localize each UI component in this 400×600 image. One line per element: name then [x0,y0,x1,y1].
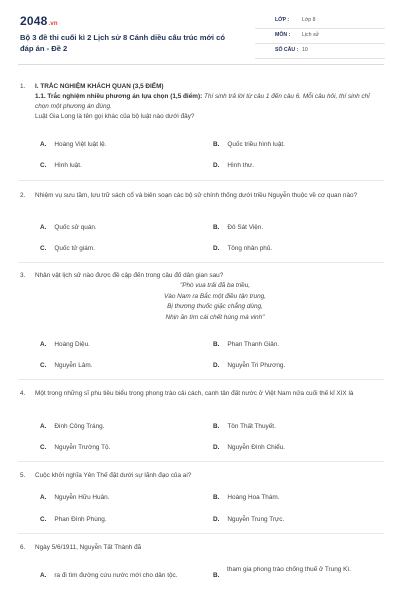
question-number: 4. [20,390,26,397]
option-c[interactable] [40,361,92,371]
option-b[interactable] [213,340,279,350]
question-2-options-2 [20,244,385,258]
logo-suffix-text: .vn [48,21,58,27]
question-divider [18,379,384,380]
option-text: Hình thư. [227,162,255,169]
option-letter: A. [40,341,47,348]
option-letter: A. [40,494,47,501]
option-text: Tông nhân phủ. [227,245,273,252]
question-number: 5. [20,472,26,479]
site-logo[interactable] [20,14,58,28]
header-divider [18,64,384,65]
question-6 [20,543,385,553]
option-text: Nguyễn Lâm. [54,362,93,369]
question-4-options [20,422,385,436]
option-letter: A. [40,572,47,579]
option-text: Phan Đình Phùng. [54,516,107,523]
question-number: 6. [20,544,26,551]
option-a[interactable] [40,340,90,350]
option-text: Hoàng Hoa Thám. [227,494,280,501]
option-b[interactable] [213,140,285,150]
question-1-options [20,140,385,154]
question-3-options-2 [20,361,385,375]
poem-line: Bị thương thuốc giặc chẳng dùng, [167,303,263,310]
option-letter: C. [40,444,47,451]
option-letter: B. [213,224,220,231]
option-letter: A. [40,423,47,430]
option-text: Hình luật. [54,162,82,169]
option-letter: B. [213,494,220,501]
option-c[interactable] [40,443,110,453]
question-text: Một trong những sĩ phu tiêu biểu trong phong trào cải cách, canh tân đất nước ở Việt Nam nửa cuối thế kỉ XIX là [35,390,354,397]
option-text: Quốc sử quán. [54,224,97,231]
option-d[interactable] [213,515,284,525]
option-letter: C. [40,245,47,252]
option-a[interactable] [40,422,105,432]
option-letter: C. [40,362,47,369]
option-letter: C. [40,516,47,523]
folk-riddle [35,281,385,323]
option-b[interactable] [213,493,280,503]
option-text: Nguyễn Đình Chiểu. [227,444,285,451]
question-5 [20,471,385,481]
section-heading: I. TRẮC NGHIỆM KHÁCH QUAN (3,5 ĐIỂM) [35,83,164,90]
question-divider [18,533,384,534]
option-c[interactable] [40,244,95,254]
option-letter: B. [213,341,220,348]
question-divider [18,461,384,462]
option-text: Đinh Công Tráng. [54,423,105,430]
question-4-options-2 [20,443,385,457]
option-text: tham gia phong trào chống thuế ở Trung Kì. [227,566,351,573]
option-a[interactable] [40,571,210,581]
option-b[interactable] [213,223,263,233]
question-number: 1. [20,83,26,90]
option-letter: C. [40,162,47,169]
option-text: Nguyễn Trường Tộ. [54,444,111,451]
option-letter: B. [213,141,220,148]
option-text: Phan Thanh Giản. [227,341,280,348]
option-b[interactable] [213,422,276,432]
option-text: Nguyễn Trung Trực. [227,516,285,523]
option-text: Quốc triều hình luật. [227,141,285,148]
poem-line: "Phò vua trải đã ba triều, [179,282,251,289]
option-letter: D. [213,516,220,523]
option-c[interactable] [40,515,107,525]
question-4 [20,389,385,399]
option-text: Nguyễn Tri Phương. [227,362,286,369]
section-instruction [35,92,385,112]
option-text: Nguyễn Hữu Huân. [54,494,110,501]
question-3-options [20,340,385,354]
option-letter: D. [213,362,220,369]
question-text: Cuộc khởi nghĩa Yên Thế đặt dưới sự lãnh đạo của ai? [35,472,192,479]
option-letter: A. [40,141,47,148]
logo-main-text: 2048 [20,14,48,28]
question-2 [20,191,385,201]
poem-line: Nhịn ăn tìm cái chết hùng mà vinh" [165,313,265,321]
meta-key: SỐ CÂU : [275,47,299,53]
meta-value: 10 [302,47,308,53]
option-d[interactable] [213,244,272,254]
meta-row-class [255,14,385,29]
question-divider [18,262,384,263]
question-text: Ngày 5/6/1911, Nguyễn Tất Thành đã [35,544,142,551]
meta-value: Lịch sử [302,32,320,38]
question-1 [20,82,385,122]
question-text: Nhiệm vụ sưu tầm, lưu trữ sách cổ và biên soạn các bộ sử chính thống dưới triều Nguyễn thuộc về cơ quan nào? [35,192,358,199]
meta-row-subject [255,29,385,44]
exam-meta-table [255,14,385,59]
meta-key: MÔN : [275,32,291,38]
option-text: ra đi tìm đường cứu nước mới cho dân tộc. [54,572,178,579]
option-a[interactable] [40,140,107,150]
option-c[interactable] [40,161,82,171]
option-letter: A. [40,224,47,231]
poem-line: Vào Nam ra Bắc một điều tận trung, [164,292,266,300]
question-1-options-2 [20,161,385,175]
option-text: Đô Sát Viện. [227,224,264,231]
option-letter: D. [213,444,220,451]
question-3 [20,271,385,323]
option-letter: D. [213,245,220,252]
document-header [20,14,385,54]
question-6-options [20,566,385,591]
question-text: Nhân vật lịch sử nào được đề cập đến trong câu đố dân gian sau? [35,272,224,279]
option-d[interactable] [213,443,285,453]
option-text: Quốc tử giám. [54,245,95,252]
page-title: Bộ 3 đề thi cuối kì 2 Lịch sử 8 Cánh diều cấu trúc mới có đáp án - Đề 2 [20,33,226,53]
instruction-italic: Thí sinh trả lời từ câu 1 đến câu 6. Mỗi câu hỏi, thí sinh chỉ chọn một phương án đúng. [35,93,370,110]
option-text: Hoàng Diệu. [54,341,90,348]
question-text: Luật Gia Long là tên gọi khác của bộ luật nào dưới đây? [35,113,195,120]
question-number: 2. [20,192,26,199]
meta-value: Lớp 8 [302,17,316,23]
option-a[interactable] [40,223,97,233]
question-divider [18,180,384,181]
question-5-options [20,493,385,507]
option-letter: B. [213,572,220,579]
instruction-bold: 1.1. Trắc nghiệm nhiều phương án lựa chọn (1,5 điểm): [35,93,203,100]
option-b[interactable] [213,565,383,579]
question-2-options [20,223,385,237]
option-letter: D. [213,162,220,169]
option-a[interactable] [40,493,110,503]
option-text: Tôn Thất Thuyết. [227,423,276,430]
question-5-options-2 [20,515,385,529]
meta-row-count [255,44,385,59]
meta-key: LỚP : [275,17,290,23]
question-number: 3. [20,272,26,279]
option-letter: B. [213,423,220,430]
option-text: Hoàng Việt luật lệ. [54,141,107,148]
option-d[interactable] [213,161,254,171]
option-d[interactable] [213,361,285,371]
